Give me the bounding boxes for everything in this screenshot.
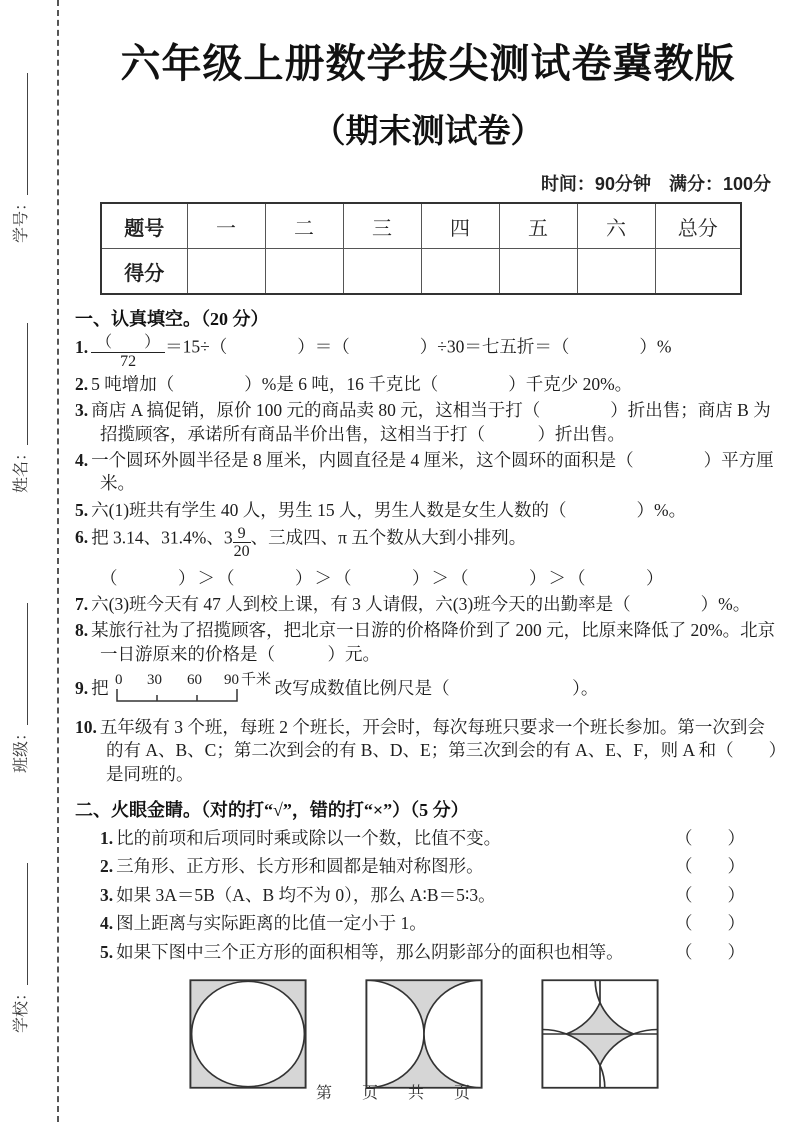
score-table-cell: 二 — [265, 203, 343, 249]
tf-answer-blank: （ ） — [675, 941, 745, 962]
question-number: 1. — [75, 336, 89, 357]
score-table-cell: 总分 — [655, 203, 741, 249]
score-table-empty-cell — [265, 249, 343, 295]
question-9 — [75, 669, 781, 713]
scale-tick-label: 0 — [114, 671, 123, 688]
school-label: 学校： — [13, 984, 30, 1033]
student-id-blank-line — [27, 73, 28, 195]
time-and-score-meta: 时间：90分钟 满分：100分 — [540, 174, 771, 194]
question-text: 改写成数值比例尺是（ ）。 — [274, 677, 599, 698]
question-10 — [75, 716, 781, 786]
linear-scale-ruler — [111, 669, 273, 713]
figure-square-with-two-semicircles — [364, 978, 484, 1090]
score-table-empty-cell — [187, 249, 265, 295]
tf-text: 4. 图上距离与实际距离的比值一定小于 1。 — [100, 913, 427, 934]
scale-unit-label: 千米 — [240, 671, 271, 688]
score-table-empty-cell — [343, 249, 421, 295]
score-table-cell: 题号 — [101, 203, 187, 249]
score-table-score-row — [101, 249, 741, 295]
question-number: 2. — [75, 374, 89, 395]
tf-item-4 — [75, 912, 781, 935]
score-table-empty-cell — [655, 249, 741, 295]
class-blank-line — [27, 603, 28, 725]
score-table-empty-cell — [421, 249, 499, 295]
question-8 — [75, 619, 781, 666]
score-table — [100, 202, 742, 295]
question-2 — [75, 373, 781, 396]
question-number: 3. — [75, 400, 89, 421]
tf-item-1 — [75, 827, 781, 850]
figure-square-with-four-quarter-circles — [540, 978, 660, 1090]
tf-answer-blank: （ ） — [675, 856, 745, 877]
tf-item-5 — [75, 941, 781, 964]
tf-text: 1. 比的前项和后项同时乘或除以一个数，比值不变。 — [100, 827, 502, 848]
question-6 — [75, 525, 781, 561]
score-table-cell: 得分 — [101, 249, 187, 295]
section1-heading: 一、认真填空。（20 分） — [75, 309, 269, 329]
score-table-cell: 五 — [499, 203, 577, 249]
tf5-figures-row — [188, 978, 781, 1090]
fraction-blank-over-72: $\frac{( )}{72}$ — [91, 334, 165, 370]
figure-square-with-inscribed-circle — [188, 978, 308, 1090]
question-number: 9. — [75, 677, 89, 698]
question-text: 、三成四、π 五个数从大到小排列。 — [250, 527, 527, 548]
tf-text: 5. 如果下图中三个正方形的面积相等，那么阴影部分的面积也相等。 — [100, 941, 624, 962]
question-number: 7. — [75, 593, 89, 614]
question-text: 把 — [91, 677, 109, 698]
student-id-label: 学号： — [13, 194, 30, 243]
scale-bar — [117, 689, 237, 701]
question-text: 五年级有 3 个班，每班 2 个班长，开会时，每次每班只要求一个班长参加。第一次到会的有 A、B、C；第二次到会的有 B、D、E；第三次到会的有 A、E、F，则 A 和（ ）是同班的。 — [99, 717, 778, 784]
class-label: 班级： — [13, 724, 30, 773]
cut-line-dashed — [57, 0, 59, 1122]
class-field — [9, 603, 31, 773]
score-table-cell: 四 — [421, 203, 499, 249]
question-7 — [75, 593, 781, 616]
tf-answer-blank: （ ） — [675, 884, 745, 905]
section2-heading: 二、火眼金睛。（对的打“√”，错的打“×”）（5 分） — [75, 799, 469, 820]
page-footer: 第 页 共 页 — [315, 1085, 477, 1102]
score-table-empty-cell — [577, 249, 655, 295]
question-text: 5 吨增加（ ）%是 6 吨，16 千克比（ ）千克少 20%。 — [91, 374, 633, 395]
paper-main-column — [75, 0, 781, 1090]
question-text: 把 3.14、31.4%、3 — [91, 527, 233, 548]
student-name-field — [9, 323, 31, 493]
tf-text: 3. 如果 3A＝5B（A、B 均不为 0），那么 A∶B＝5∶3。 — [100, 884, 496, 905]
question-number: 8. — [75, 620, 89, 641]
scale-tick-label: 60 — [186, 671, 202, 688]
question-text: 一个圆环外圆半径是 8 厘米，内圆直径是 4 厘米，这个圆环的面积是（ ）平方厘米。 — [91, 449, 774, 494]
paper-title: 六年级上册数学拔尖测试卷冀教版 — [120, 42, 736, 86]
score-table-header-row — [101, 203, 741, 249]
question-1 — [75, 334, 781, 370]
question-number: 6. — [75, 527, 89, 548]
question-3 — [75, 399, 781, 446]
paper-subtitle: （期末测试卷） — [312, 112, 544, 149]
score-table-cell: 一 — [187, 203, 265, 249]
tf-text: 2. 三角形、正方形、长方形和圆都是轴对称图形。 — [100, 856, 484, 877]
tf-item-3 — [75, 884, 781, 907]
school-field — [9, 863, 31, 1033]
question-text: ＝15÷（ ）＝（ ）÷30＝七五折＝（ ）% — [165, 336, 672, 357]
question-number: 5. — [75, 499, 89, 520]
school-blank-line — [27, 863, 28, 985]
question-6-answer-line: （ ）＞（ ）＞（ ）＞（ ）＞（ ） — [100, 567, 666, 588]
question-text: 商店 A 搞促销，原价 100 元的商品卖 80 元，这相当于打（ ）折出售；商店 B 为招揽顾客，承诺所有商品半价出售，这相当于打（ ）折出售。 — [91, 400, 771, 444]
question-number: 4. — [75, 449, 89, 470]
fraction-9-over-20: $\frac{9}{20}$ — [233, 524, 250, 561]
student-id-field — [9, 73, 31, 243]
question-5 — [75, 499, 781, 522]
scale-tick-label: 90 — [223, 671, 239, 688]
tf-answer-blank: （ ） — [675, 913, 745, 934]
question-text: 六(1)班共有学生 40 人，男生 15 人，男生人数是女生人数的（ ）%。 — [91, 499, 687, 520]
score-table-cell: 六 — [577, 203, 655, 249]
question-text: 六(3)班今天有 47 人到校上课，有 3 人请假，六(3)班今天的出勤率是（ ）%。 — [91, 593, 751, 614]
question-4 — [75, 449, 781, 496]
score-table-empty-cell — [499, 249, 577, 295]
student-name-label: 姓名： — [13, 444, 30, 493]
score-table-cell: 三 — [343, 203, 421, 249]
scale-tick-label: 30 — [146, 671, 162, 688]
student-name-blank-line — [27, 323, 28, 445]
question-text: 某旅行社为了招揽顾客，把北京一日游的价格降价到了 200 元，比原来降低了 20%。北京一日游原来的价格是（ ）元。 — [91, 620, 776, 664]
tf-answer-blank: （ ） — [675, 827, 745, 848]
tf-item-2 — [75, 855, 781, 878]
question-number: 10. — [75, 717, 97, 738]
